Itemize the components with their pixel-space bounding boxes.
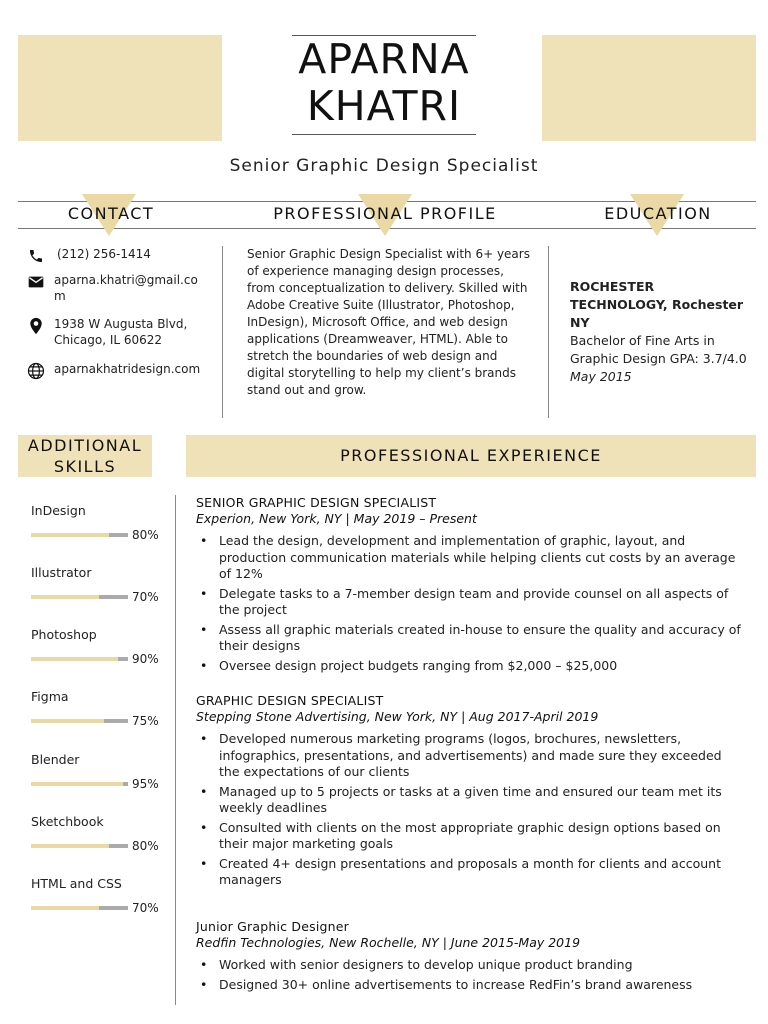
job-bullet: • Lead the design, development and implementation of graphic, layout, and production communication materials while helping clients cut costs by an average of 12% (196, 533, 744, 583)
name-bottom-rule (292, 134, 476, 135)
job-title: GRAPHIC DESIGN SPECIALIST (196, 693, 384, 708)
skill-percent: 70% (132, 590, 159, 604)
education-entry (570, 278, 756, 386)
profile-summary: Senior Graphic Design Specialist with 6+ years of experience managing design processes, from conceptualization to delivery. Skilled with Adobe Creative Suite (Illustrator, Photoshop, InDesign), Microsoft Office, and web design applications (Dreamweaver, HTML). Able to stretch the boundaries of web design and digital storytelling to help my client’s brands stand out and grow. (247, 247, 530, 397)
skill-name: Sketchbook (31, 814, 104, 829)
phone-icon (26, 246, 46, 266)
skill-item (31, 876, 171, 915)
job-title: Junior Graphic Designer (196, 919, 350, 934)
skill-name: HTML and CSS (31, 876, 122, 891)
skills-heading-line-1: ADDITIONAL (27, 436, 143, 455)
address-line-2: Chicago, IL 60622 (54, 333, 163, 347)
globe-icon (26, 361, 46, 381)
job-bullet: • Managed up to 5 projects or tasks at a given time and ensured our team met its weekly deadlines (196, 784, 744, 817)
skill-bar-fill (31, 595, 99, 599)
skill-bar-track (31, 844, 128, 848)
candidate-name (278, 35, 490, 135)
skill-percent: 80% (132, 528, 159, 542)
education-heading: EDUCATION (604, 204, 712, 223)
header-accent-block-right (542, 35, 756, 141)
website-url[interactable]: aparnakhatridesign.com (54, 362, 201, 376)
skill-bar-fill (31, 844, 109, 848)
skill-name: Illustrator (31, 565, 92, 580)
column-divider-right (548, 246, 549, 418)
address-line-1: 1938 W Augusta Blvd, (54, 317, 188, 331)
job-bullet: • Consulted with clients on the most appropriate graphic design options based on their major marketing goals (196, 820, 744, 853)
skill-item (31, 814, 171, 853)
job-bullet: • Worked with senior designers to develop unique product branding (196, 957, 744, 974)
skill-bar-fill (31, 906, 99, 910)
contact-address (26, 316, 202, 348)
contact-website (26, 361, 202, 381)
skill-bar-track (31, 533, 128, 537)
job-entry (196, 693, 744, 892)
skill-percent: 70% (132, 901, 159, 915)
education-school: ROCHESTER TECHNOLOGY, Rochester NY (570, 279, 744, 330)
job-bullet: • Designed 30+ online advertisements to increase RedFin’s brand awareness (196, 977, 744, 994)
skill-bar-fill (31, 719, 104, 723)
skills-heading-line-2: SKILLS (53, 457, 117, 476)
skill-name: Photoshop (31, 627, 97, 642)
skill-item (31, 503, 171, 542)
additional-skills-band (18, 435, 152, 477)
job-bullets (196, 957, 744, 993)
column-divider-left (222, 246, 223, 418)
skill-bar-track (31, 782, 128, 786)
last-name: KHATRI (306, 82, 462, 130)
skill-percent: 95% (132, 777, 159, 791)
skill-bar-track (31, 719, 128, 723)
job-bullet: • Delegate tasks to a 7-member design team and provide counsel on all aspects of the project (196, 586, 744, 619)
header-accent-block-left (18, 35, 222, 141)
address (54, 316, 202, 348)
experience-divider (175, 495, 176, 1005)
location-pin-icon (26, 316, 46, 336)
contact-email (26, 272, 202, 304)
additional-skills-heading (18, 435, 152, 477)
job-entry (196, 495, 744, 677)
skill-bar-track (31, 657, 128, 661)
skill-percent: 80% (132, 839, 159, 853)
contact-heading: CONTACT (67, 204, 155, 223)
skill-bar-track (31, 906, 128, 910)
email-address[interactable]: aparna.khatri@gmail.com (54, 273, 198, 303)
first-name: APARNA (298, 35, 470, 83)
job-title: Senior Graphic Design Specialist (229, 156, 539, 176)
job-bullet: • Created 4+ design presentations and proposals a month for clients and account managers (196, 856, 744, 889)
skill-percent: 75% (132, 714, 159, 728)
job-entry (196, 919, 744, 996)
job-bullet: • Developed numerous marketing programs (logos, brochures, newsletters, infographics, presentations, and advertisements) and made sure they exceeded the expectations of our clients (196, 731, 744, 781)
skill-name: InDesign (31, 503, 86, 518)
skill-bar-track (31, 595, 128, 599)
skill-item (31, 689, 171, 728)
job-bullets (196, 731, 744, 889)
skill-bar-fill (31, 533, 109, 537)
skill-percent: 90% (132, 652, 159, 666)
skill-name: Blender (31, 752, 80, 767)
job-bullet: • Assess all graphic materials created in-house to ensure the quality and accuracy of their designs (196, 622, 744, 655)
professional-experience-heading: PROFESSIONAL EXPERIENCE (340, 446, 602, 465)
job-company-dates: Redfin Technologies, New Rochelle, NY | June 2015-May 2019 (196, 935, 581, 950)
phone-number: (212) 256-1414 (57, 247, 151, 261)
skill-item (31, 752, 171, 791)
skill-bar-fill (31, 657, 118, 661)
education-degree: Bachelor of Fine Arts in Graphic Design GPA: 3.7/4.0 (570, 333, 747, 366)
skill-bar-fill (31, 782, 123, 786)
skill-item (31, 565, 171, 604)
job-company-dates: Experion, New York, NY | May 2019 – Present (196, 511, 477, 526)
job-title: SENIOR GRAPHIC DESIGN SPECIALIST (196, 495, 437, 510)
skill-name: Figma (31, 689, 69, 704)
envelope-icon (26, 272, 46, 292)
job-bullets (196, 533, 744, 674)
profile-heading: PROFESSIONAL PROFILE (273, 204, 497, 223)
job-bullet: • Oversee design project budgets ranging from $2,000 – $25,000 (196, 658, 744, 675)
job-company-dates: Stepping Stone Advertising, New York, NY | Aug 2017-April 2019 (196, 709, 599, 724)
professional-experience-band (186, 435, 756, 477)
contact-phone (26, 246, 202, 266)
education-date: May 2015 (570, 369, 632, 384)
skill-item (31, 627, 171, 666)
